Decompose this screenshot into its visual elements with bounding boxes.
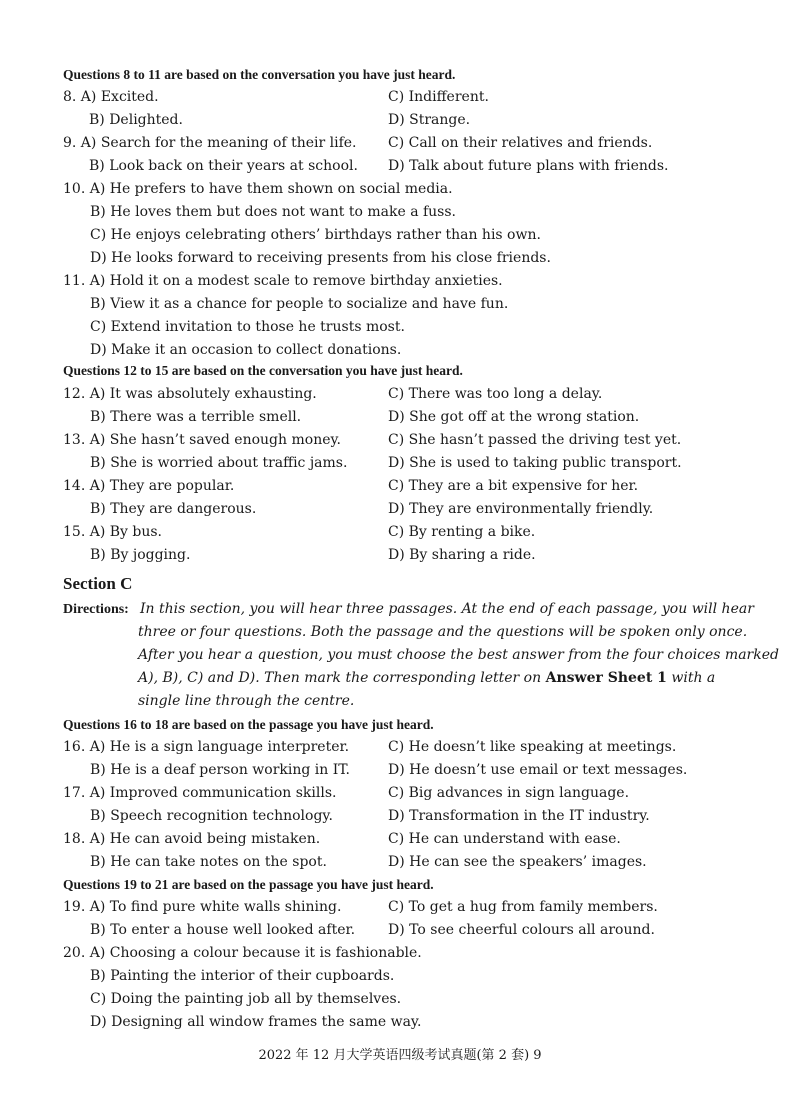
question-15 [63,521,753,544]
question-18 [63,828,753,851]
option-c[interactable]: C) Extend invitation to those he trusts most. [90,319,405,335]
question-17-row-2 [63,805,753,828]
question-19 [63,896,753,919]
question-20-c [63,988,753,1011]
question-10-d [63,247,753,270]
option-d[interactable]: D) Strange. [388,112,471,128]
option-a[interactable]: 12. A) It was absolutely exhausting. [63,386,317,402]
option-c[interactable]: C) To get a hug from family members. [388,899,658,915]
option-a[interactable]: 9. A) Search for the meaning of their life. [63,135,357,151]
question-14-row-2 [63,498,753,521]
option-c[interactable]: C) Doing the painting job all by themselves. [90,991,402,1007]
question-16-row-2 [63,759,753,782]
option-b[interactable]: B) Delighted. [89,112,183,128]
option-a[interactable]: 13. A) She hasn’t saved enough money. [63,432,341,448]
question-group-heading: Questions 12 to 15 are based on the conversation you have just heard. [63,363,463,378]
option-a[interactable]: 19. A) To find pure white walls shining. [63,899,342,915]
option-b[interactable]: B) Painting the interior of their cupboards. [90,968,395,984]
option-b[interactable]: B) She is worried about traffic jams. [90,455,348,471]
directions-label: Directions: [63,602,129,617]
question-9-row-2 [63,155,753,178]
option-b[interactable]: B) View it as a chance for people to socialize and have fun. [90,296,509,312]
question-group-heading: Questions 16 to 18 are based on the passage you have just heard. [63,717,434,732]
option-b[interactable]: B) By jogging. [90,547,191,563]
answer-sheet-reference: Answer Sheet 1 [545,670,667,686]
question-12 [63,383,753,406]
question-group-heading: Questions 8 to 11 are based on the conversation you have just heard. [63,67,456,82]
question-10-b [63,201,753,224]
question-group-heading: Questions 19 to 21 are based on the passage you have just heard. [63,877,434,892]
option-c[interactable]: C) Indifferent. [388,89,489,105]
option-c[interactable]: C) He enjoys celebrating others’ birthdays rather than his own. [90,227,541,243]
directions-line: After you hear a question, you must choose the best answer from the four choices marked [138,647,779,663]
option-c[interactable]: C) There was too long a delay. [388,386,603,402]
option-d[interactable]: D) He can see the speakers’ images. [388,854,647,870]
option-d[interactable]: D) To see cheerful colours all around. [388,922,655,938]
question-20 [63,942,753,965]
option-b[interactable]: B) There was a terrible smell. [90,409,302,425]
question-20-d [63,1011,753,1034]
question-16 [63,736,753,759]
directions-line: In this section, you will hear three passages. At the end of each passage, you will hear [140,601,754,617]
question-15-row-2 [63,544,753,567]
option-d[interactable]: D) He doesn’t use email or text messages. [388,762,688,778]
directions-line: single line through the centre. [138,693,355,709]
option-c[interactable]: C) He doesn’t like speaking at meetings. [388,739,677,755]
option-a[interactable]: 20. A) Choosing a colour because it is fashionable. [63,945,422,961]
directions-text: with a [666,670,716,686]
option-d[interactable]: D) She is used to taking public transport. [388,455,682,471]
option-c[interactable]: C) He can understand with ease. [388,831,621,847]
directions-text: A), B), C) and D). Then mark the corresponding letter on [138,670,546,686]
option-b[interactable]: B) He can take notes on the spot. [90,854,327,870]
question-12-row-2 [63,406,753,429]
question-14 [63,475,753,498]
option-a[interactable]: 11. A) Hold it on a modest scale to remove birthday anxieties. [63,273,503,289]
directions-line: three or four questions. Both the passage and the questions will be spoken only once. [138,624,748,640]
option-a[interactable]: 14. A) They are popular. [63,478,235,494]
question-8-row-2 [63,109,753,132]
question-9 [63,132,753,155]
question-10 [63,178,753,201]
question-13 [63,429,753,452]
option-a[interactable]: 8. A) Excited. [63,89,159,105]
option-b[interactable]: B) To enter a house well looked after. [90,922,356,938]
question-11-c [63,316,753,339]
option-c[interactable]: C) By renting a bike. [388,524,536,540]
question-18-row-2 [63,851,753,874]
option-d[interactable]: D) She got off at the wrong station. [388,409,640,425]
section-title: Section C [63,574,133,593]
option-b[interactable]: B) He is a deaf person working in IT. [90,762,350,778]
option-d[interactable]: D) Designing all window frames the same way. [90,1014,422,1030]
question-8 [63,86,753,109]
option-d[interactable]: D) Talk about future plans with friends. [388,158,669,174]
option-b[interactable]: B) Speech recognition technology. [90,808,333,824]
option-b[interactable]: B) They are dangerous. [90,501,257,517]
question-19-row-2 [63,919,753,942]
option-a[interactable]: 17. A) Improved communication skills. [63,785,337,801]
option-b[interactable]: B) Look back on their years at school. [89,158,358,174]
option-d[interactable]: D) He looks forward to receiving presents from his close friends. [90,250,551,266]
option-d[interactable]: D) Make it an occasion to collect donations. [90,342,402,358]
option-c[interactable]: C) Call on their relatives and friends. [388,135,653,151]
question-11-b [63,293,753,316]
directions-line [138,667,715,690]
page-footer: 2022 年 12 月大学英语四级考试真题(第 2 套) 9 [258,1048,542,1063]
option-c[interactable]: C) Big advances in sign language. [388,785,630,801]
question-11 [63,270,753,293]
question-20-b [63,965,753,988]
question-10-c [63,224,753,247]
option-a[interactable]: 10. A) He prefers to have them shown on social media. [63,181,453,197]
question-17 [63,782,753,805]
option-a[interactable]: 16. A) He is a sign language interpreter. [63,739,350,755]
option-d[interactable]: D) By sharing a ride. [388,547,536,563]
option-a[interactable]: 18. A) He can avoid being mistaken. [63,831,321,847]
question-13-row-2 [63,452,753,475]
option-c[interactable]: C) They are a bit expensive for her. [388,478,639,494]
option-b[interactable]: B) He loves them but does not want to make a fuss. [90,204,457,220]
option-a[interactable]: 15. A) By bus. [63,524,162,540]
option-d[interactable]: D) Transformation in the IT industry. [388,808,650,824]
option-d[interactable]: D) They are environmentally friendly. [388,501,654,517]
option-c[interactable]: C) She hasn’t passed the driving test yet. [388,432,682,448]
